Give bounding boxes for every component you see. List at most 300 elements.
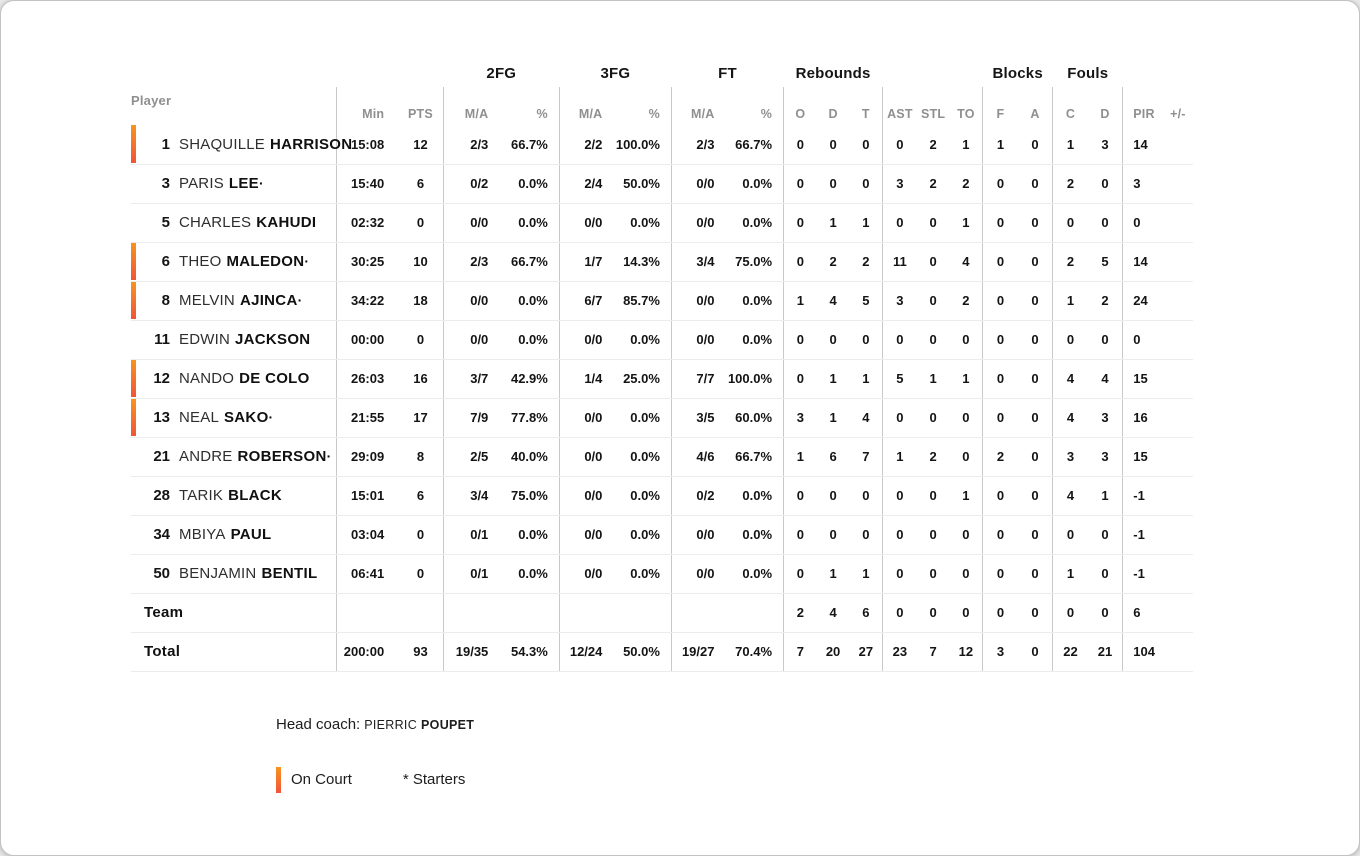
- plus-minus-cell: [1163, 593, 1193, 632]
- points-cell: 6: [398, 164, 443, 203]
- minutes-cell: 26:03: [336, 359, 398, 398]
- col-header-reb-o: O: [795, 107, 806, 121]
- ft-percent-cell: 0.0%: [727, 476, 783, 515]
- assists-cell: 0: [883, 203, 917, 242]
- player-first-name: SHAQUILLE: [179, 135, 265, 153]
- assists-cell: 0: [883, 515, 917, 554]
- fouls-committed-cell: 0: [1053, 203, 1088, 242]
- fg3-percent-cell: 0.0%: [615, 320, 671, 359]
- fouls-drawn-cell: 5: [1088, 242, 1123, 281]
- player-number: 1: [161, 135, 170, 153]
- fg3-percent-cell: 0.0%: [615, 203, 671, 242]
- fg2-made-attempted-cell: 2/5: [443, 437, 501, 476]
- player-last-name: KAHUDI: [256, 214, 317, 231]
- pir-cell: 24: [1123, 281, 1163, 320]
- player-cell: [131, 164, 336, 203]
- defensive-rebounds-cell: 1: [817, 554, 850, 593]
- assists-cell: 0: [883, 554, 917, 593]
- group-header-ft: FT: [718, 64, 737, 82]
- ft-percent-cell: 100.0%: [727, 359, 783, 398]
- fg3-made-attempted-cell: 6/7: [559, 281, 615, 320]
- points-cell: 0: [398, 554, 443, 593]
- player-last-name: PAUL: [230, 526, 272, 543]
- offensive-rebounds-cell: 0: [784, 476, 817, 515]
- fouls-committed-cell: 1: [1053, 125, 1088, 164]
- total-rebounds-cell: 4: [850, 398, 883, 437]
- points-cell: 93: [398, 632, 443, 671]
- fouls-committed-cell: 3: [1053, 437, 1088, 476]
- player-last-name: MALEDON: [226, 253, 305, 270]
- fg3-percent-cell: [615, 593, 671, 632]
- fg2-made-attempted-cell: 19/35: [443, 632, 501, 671]
- fouls-committed-cell: 0: [1053, 320, 1088, 359]
- plus-minus-cell: [1163, 203, 1193, 242]
- ft-percent-cell: [727, 593, 783, 632]
- fg3-percent-cell: 100.0%: [615, 125, 671, 164]
- fg3-percent-cell: 0.0%: [615, 515, 671, 554]
- pir-cell: 0: [1123, 320, 1163, 359]
- fouls-committed-cell: 0: [1053, 515, 1088, 554]
- player-cell: [131, 515, 336, 554]
- fg2-percent-cell: 75.0%: [501, 476, 559, 515]
- offensive-rebounds-cell: 3: [784, 398, 817, 437]
- assists-cell: 0: [883, 320, 917, 359]
- turnovers-cell: 0: [950, 320, 983, 359]
- blocks-for-cell: 0: [983, 242, 1018, 281]
- total-rebounds-cell: 1: [850, 554, 883, 593]
- blocks-against-cell: 0: [1018, 125, 1053, 164]
- col-header-2fg-ma: M/A: [464, 107, 489, 121]
- ft-percent-cell: 70.4%: [727, 632, 783, 671]
- defensive-rebounds-cell: 0: [817, 320, 850, 359]
- blocks-for-cell: 2: [983, 437, 1018, 476]
- ft-made-attempted-cell: 0/0: [671, 515, 727, 554]
- col-header-2fg-pct: %: [501, 87, 559, 125]
- player-last-name: BLACK: [228, 487, 283, 504]
- minutes-cell: 200:00: [336, 632, 398, 671]
- ft-percent-cell: 75.0%: [727, 242, 783, 281]
- points-cell: [398, 593, 443, 632]
- assists-cell: 0: [883, 476, 917, 515]
- defensive-rebounds-cell: 4: [817, 281, 850, 320]
- box-score-table: [131, 59, 1193, 672]
- offensive-rebounds-cell: 0: [784, 164, 817, 203]
- player-row[interactable]: [131, 359, 1193, 398]
- pir-cell: 6: [1123, 593, 1163, 632]
- pir-cell: 14: [1123, 242, 1163, 281]
- points-cell: 18: [398, 281, 443, 320]
- on-court-legend-label: On Court: [291, 771, 352, 788]
- col-header-ft-ma: M/A: [690, 107, 715, 121]
- offensive-rebounds-cell: 0: [784, 554, 817, 593]
- player-first-name: THEO: [179, 253, 222, 270]
- assists-cell: 0: [883, 125, 917, 164]
- total-rebounds-cell: 0: [850, 320, 883, 359]
- turnovers-cell: 2: [950, 281, 983, 320]
- fg2-made-attempted-cell: 2/3: [443, 125, 501, 164]
- blocks-against-cell: 0: [1018, 632, 1053, 671]
- blocks-for-cell: 0: [983, 593, 1018, 632]
- points-cell: 0: [398, 515, 443, 554]
- fg3-made-attempted-cell: 0/0: [559, 398, 615, 437]
- total-rebounds-cell: 27: [850, 632, 883, 671]
- ft-made-attempted-cell: 0/0: [671, 164, 727, 203]
- blocks-for-cell: 0: [983, 320, 1018, 359]
- player-row[interactable]: [131, 554, 1193, 593]
- steals-cell: 2: [917, 164, 950, 203]
- starter-marker: ·: [297, 292, 303, 308]
- pir-cell: -1: [1123, 515, 1163, 554]
- fouls-drawn-cell: 3: [1088, 125, 1123, 164]
- player-cell: [131, 437, 336, 476]
- player-first-name: BENJAMIN: [179, 565, 257, 582]
- pir-cell: 104: [1123, 632, 1163, 671]
- turnovers-cell: 1: [950, 125, 983, 164]
- group-header-spacer: [131, 59, 443, 87]
- blocks-for-cell: 3: [983, 632, 1018, 671]
- col-header-blk-a: A: [1018, 87, 1053, 125]
- steals-cell: 0: [917, 281, 950, 320]
- fg3-percent-cell: 14.3%: [615, 242, 671, 281]
- player-cell: [131, 203, 336, 242]
- turnovers-cell: 12: [950, 632, 983, 671]
- column-header-row: [131, 87, 1193, 125]
- turnovers-cell: 0: [950, 437, 983, 476]
- player-first-name: TARIK: [179, 487, 224, 504]
- plus-minus-cell: [1163, 125, 1193, 164]
- steals-cell: 0: [917, 554, 950, 593]
- plus-minus-cell: [1163, 398, 1193, 437]
- total-rebounds-cell: 0: [850, 125, 883, 164]
- player-first-name: PARIS: [179, 175, 224, 192]
- player-cell: [131, 359, 336, 398]
- fouls-drawn-cell: 2: [1088, 281, 1123, 320]
- offensive-rebounds-cell: 1: [784, 281, 817, 320]
- fouls-drawn-cell: 3: [1088, 437, 1123, 476]
- group-header-spacer: [1123, 59, 1193, 87]
- player-first-name: MELVIN: [179, 292, 235, 309]
- player-row[interactable]: [131, 437, 1193, 476]
- player-number: 12: [153, 370, 170, 387]
- player-cell: [131, 593, 336, 632]
- fouls-drawn-cell: 21: [1088, 632, 1123, 671]
- plus-minus-cell: [1163, 320, 1193, 359]
- fg2-made-attempted-cell: 3/7: [443, 359, 501, 398]
- points-cell: 16: [398, 359, 443, 398]
- col-header-pir: PIR: [1133, 107, 1155, 121]
- offensive-rebounds-cell: 0: [784, 320, 817, 359]
- fouls-drawn-cell: 0: [1088, 554, 1123, 593]
- fg3-made-attempted-cell: 0/0: [559, 554, 615, 593]
- player-cell: [131, 632, 336, 671]
- minutes-cell: 30:25: [336, 242, 398, 281]
- ft-made-attempted-cell: 7/7: [671, 359, 727, 398]
- ft-percent-cell: 60.0%: [727, 398, 783, 437]
- fg3-made-attempted-cell: 0/0: [559, 476, 615, 515]
- offensive-rebounds-cell: 1: [784, 437, 817, 476]
- player-row[interactable]: [131, 398, 1193, 437]
- fg3-made-attempted-cell: [559, 593, 615, 632]
- on-court-indicator: [131, 282, 136, 319]
- ft-percent-cell: 0.0%: [727, 515, 783, 554]
- blocks-for-cell: 0: [983, 359, 1018, 398]
- ft-made-attempted-cell: 4/6: [671, 437, 727, 476]
- total-rebounds-cell: 6: [850, 593, 883, 632]
- plus-minus-cell: [1163, 437, 1193, 476]
- fg3-percent-cell: 50.0%: [615, 164, 671, 203]
- fg2-percent-cell: 0.0%: [501, 281, 559, 320]
- fg3-percent-cell: 25.0%: [615, 359, 671, 398]
- assists-cell: 3: [883, 164, 917, 203]
- fouls-drawn-cell: 0: [1088, 515, 1123, 554]
- fg3-made-attempted-cell: 2/4: [559, 164, 615, 203]
- ft-percent-cell: 0.0%: [727, 164, 783, 203]
- fg2-percent-cell: 66.7%: [501, 125, 559, 164]
- blocks-against-cell: 0: [1018, 437, 1053, 476]
- col-header-foul-c: C: [1065, 107, 1076, 121]
- fg2-made-attempted-cell: 0/1: [443, 554, 501, 593]
- on-court-indicator: [131, 243, 136, 280]
- steals-cell: 2: [917, 125, 950, 164]
- ft-made-attempted-cell: 3/5: [671, 398, 727, 437]
- fg2-percent-cell: 54.3%: [501, 632, 559, 671]
- player-number: 50: [153, 565, 170, 582]
- ft-made-attempted-cell: [671, 593, 727, 632]
- player-cell: [131, 125, 353, 164]
- plus-minus-cell: [1163, 554, 1193, 593]
- turnovers-cell: 2: [950, 164, 983, 203]
- starters-legend-label: * Starters: [402, 771, 466, 788]
- col-header-reb-d: D: [828, 107, 838, 121]
- blocks-against-cell: 0: [1018, 164, 1053, 203]
- defensive-rebounds-cell: 6: [817, 437, 850, 476]
- plus-minus-cell: [1163, 164, 1193, 203]
- fouls-committed-cell: 0: [1053, 593, 1088, 632]
- coach-first-name: PIERRIC: [364, 717, 418, 732]
- player-number: 8: [161, 292, 170, 309]
- player-row[interactable]: [131, 515, 1193, 554]
- pir-cell: -1: [1123, 476, 1163, 515]
- player-number: 6: [161, 253, 170, 270]
- fouls-drawn-cell: 3: [1088, 398, 1123, 437]
- fg3-made-attempted-cell: 0/0: [559, 437, 615, 476]
- steals-cell: 0: [917, 242, 950, 281]
- fouls-committed-cell: 2: [1053, 164, 1088, 203]
- assists-cell: 3: [883, 281, 917, 320]
- fg2-made-attempted-cell: 0/1: [443, 515, 501, 554]
- minutes-cell: 34:22: [336, 281, 398, 320]
- fouls-committed-cell: 4: [1053, 476, 1088, 515]
- starter-marker: ·: [326, 448, 332, 464]
- minutes-cell: 15:01: [336, 476, 398, 515]
- offensive-rebounds-cell: 0: [784, 359, 817, 398]
- fg2-made-attempted-cell: 0/0: [443, 320, 501, 359]
- fg3-made-attempted-cell: 0/0: [559, 515, 615, 554]
- ft-made-attempted-cell: 0/2: [671, 476, 727, 515]
- fouls-drawn-cell: 0: [1088, 320, 1123, 359]
- fouls-committed-cell: 1: [1053, 554, 1088, 593]
- player-row[interactable]: [131, 164, 1193, 203]
- defensive-rebounds-cell: 2: [817, 242, 850, 281]
- blocks-against-cell: 0: [1018, 359, 1053, 398]
- fg3-percent-cell: 85.7%: [615, 281, 671, 320]
- col-header-player: Player: [131, 87, 336, 125]
- ft-percent-cell: 0.0%: [727, 281, 783, 320]
- plus-minus-cell: [1163, 476, 1193, 515]
- box-score-content: [1, 1, 1359, 793]
- total-rebounds-cell: 1: [850, 203, 883, 242]
- offensive-rebounds-cell: 2: [784, 593, 817, 632]
- player-last-name: ROBERSON: [237, 448, 327, 465]
- player-row[interactable]: [131, 320, 1193, 359]
- player-row[interactable]: [131, 476, 1193, 515]
- turnovers-cell: 0: [950, 515, 983, 554]
- fg3-made-attempted-cell: 0/0: [559, 320, 615, 359]
- blocks-against-cell: 0: [1018, 593, 1053, 632]
- on-court-legend-bar: [276, 767, 281, 793]
- pir-cell: 15: [1123, 437, 1163, 476]
- points-cell: 12: [398, 125, 443, 164]
- ft-made-attempted-cell: 2/3: [671, 125, 727, 164]
- defensive-rebounds-cell: 0: [817, 515, 850, 554]
- group-header-spacer: [883, 59, 983, 87]
- ft-made-attempted-cell: 3/4: [671, 242, 727, 281]
- head-coach-label: Head coach:: [276, 715, 361, 733]
- on-court-indicator: [131, 399, 136, 436]
- assists-cell: 11: [883, 242, 917, 281]
- minutes-cell: 29:09: [336, 437, 398, 476]
- on-court-indicator: [131, 360, 136, 397]
- plus-minus-cell: [1163, 281, 1193, 320]
- player-last-name: SAKO: [224, 409, 269, 426]
- player-first-name: EDWIN: [179, 331, 230, 348]
- blocks-for-cell: 0: [983, 281, 1018, 320]
- col-header-stl: STL: [921, 107, 946, 121]
- fg2-made-attempted-cell: 2/3: [443, 242, 501, 281]
- blocks-for-cell: 1: [983, 125, 1018, 164]
- fg3-made-attempted-cell: 0/0: [559, 203, 615, 242]
- fg3-percent-cell: 50.0%: [615, 632, 671, 671]
- fg3-percent-cell: 0.0%: [615, 554, 671, 593]
- player-row[interactable]: [131, 281, 1193, 320]
- defensive-rebounds-cell: 1: [817, 203, 850, 242]
- fg2-percent-cell: 0.0%: [501, 203, 559, 242]
- player-row[interactable]: [131, 242, 1193, 281]
- fouls-committed-cell: 1: [1053, 281, 1088, 320]
- defensive-rebounds-cell: 0: [817, 476, 850, 515]
- col-header-to: TO: [950, 87, 983, 125]
- offensive-rebounds-cell: 0: [784, 125, 817, 164]
- defensive-rebounds-cell: 1: [817, 398, 850, 437]
- turnovers-cell: 0: [950, 554, 983, 593]
- player-rows: [131, 125, 1193, 671]
- pir-cell: -1: [1123, 554, 1163, 593]
- blocks-for-cell: 0: [983, 203, 1018, 242]
- blocks-against-cell: 0: [1018, 476, 1053, 515]
- fg3-percent-cell: 0.0%: [615, 437, 671, 476]
- points-cell: 8: [398, 437, 443, 476]
- total-rebounds-cell: 7: [850, 437, 883, 476]
- turnovers-cell: 1: [950, 203, 983, 242]
- minutes-cell: 00:00: [336, 320, 398, 359]
- player-last-name: HARRISON: [270, 135, 353, 153]
- ft-made-attempted-cell: 0/0: [671, 554, 727, 593]
- steals-cell: 0: [917, 320, 950, 359]
- blocks-for-cell: 0: [983, 515, 1018, 554]
- player-cell: [131, 320, 336, 359]
- on-court-indicator: [131, 125, 136, 163]
- fg3-made-attempted-cell: 2/2: [559, 125, 615, 164]
- blocks-for-cell: 0: [983, 554, 1018, 593]
- player-first-name: CHARLES: [179, 214, 252, 231]
- fg2-percent-cell: 66.7%: [501, 242, 559, 281]
- turnovers-cell: 0: [950, 593, 983, 632]
- defensive-rebounds-cell: 20: [817, 632, 850, 671]
- col-header-3fg-pct: %: [615, 87, 671, 125]
- turnovers-cell: 1: [950, 476, 983, 515]
- fg3-made-attempted-cell: 12/24: [559, 632, 615, 671]
- pir-cell: 14: [1123, 125, 1163, 164]
- player-number: 28: [153, 487, 170, 504]
- assists-cell: 0: [883, 398, 917, 437]
- player-row[interactable]: [131, 203, 1193, 242]
- player-row[interactable]: [131, 125, 1193, 164]
- pir-cell: 3: [1123, 164, 1163, 203]
- player-row[interactable]: [131, 632, 1193, 671]
- assists-cell: 23: [883, 632, 917, 671]
- ft-made-attempted-cell: 0/0: [671, 203, 727, 242]
- pir-cell: 0: [1123, 203, 1163, 242]
- player-number: 3: [161, 175, 170, 192]
- steals-cell: 1: [917, 359, 950, 398]
- fg2-made-attempted-cell: 0/2: [443, 164, 501, 203]
- col-header-reb-t: T: [850, 87, 883, 125]
- turnovers-cell: 1: [950, 359, 983, 398]
- player-last-name: JACKSON: [235, 331, 311, 348]
- player-number: 21: [153, 448, 170, 465]
- minutes-cell: 03:04: [336, 515, 398, 554]
- player-row[interactable]: [131, 593, 1193, 632]
- plus-minus-cell: [1163, 632, 1193, 671]
- fg2-made-attempted-cell: 0/0: [443, 281, 501, 320]
- fouls-committed-cell: 22: [1053, 632, 1088, 671]
- group-header-3fg: 3FG: [600, 64, 631, 82]
- player-number: 13: [153, 409, 170, 426]
- player-last-name: BENTIL: [261, 565, 318, 582]
- fg2-percent-cell: 40.0%: [501, 437, 559, 476]
- player-cell: [131, 242, 336, 281]
- player-first-name: MBIYA: [179, 526, 226, 543]
- blocks-for-cell: 0: [983, 398, 1018, 437]
- blocks-against-cell: 0: [1018, 398, 1053, 437]
- col-header-ast: AST: [887, 107, 913, 121]
- player-first-name: ANDRE: [179, 448, 233, 465]
- group-header-rebounds: Rebounds: [795, 64, 871, 82]
- blocks-against-cell: 0: [1018, 554, 1053, 593]
- blocks-for-cell: 0: [983, 476, 1018, 515]
- minutes-cell: 06:41: [336, 554, 398, 593]
- defensive-rebounds-cell: 4: [817, 593, 850, 632]
- fg3-percent-cell: 0.0%: [615, 476, 671, 515]
- blocks-against-cell: 0: [1018, 320, 1053, 359]
- offensive-rebounds-cell: 7: [784, 632, 817, 671]
- fg2-made-attempted-cell: 3/4: [443, 476, 501, 515]
- minutes-cell: 15:08: [336, 125, 398, 164]
- assists-cell: 5: [883, 359, 917, 398]
- player-number: 11: [154, 331, 170, 348]
- defensive-rebounds-cell: 1: [817, 359, 850, 398]
- fg2-percent-cell: 77.8%: [501, 398, 559, 437]
